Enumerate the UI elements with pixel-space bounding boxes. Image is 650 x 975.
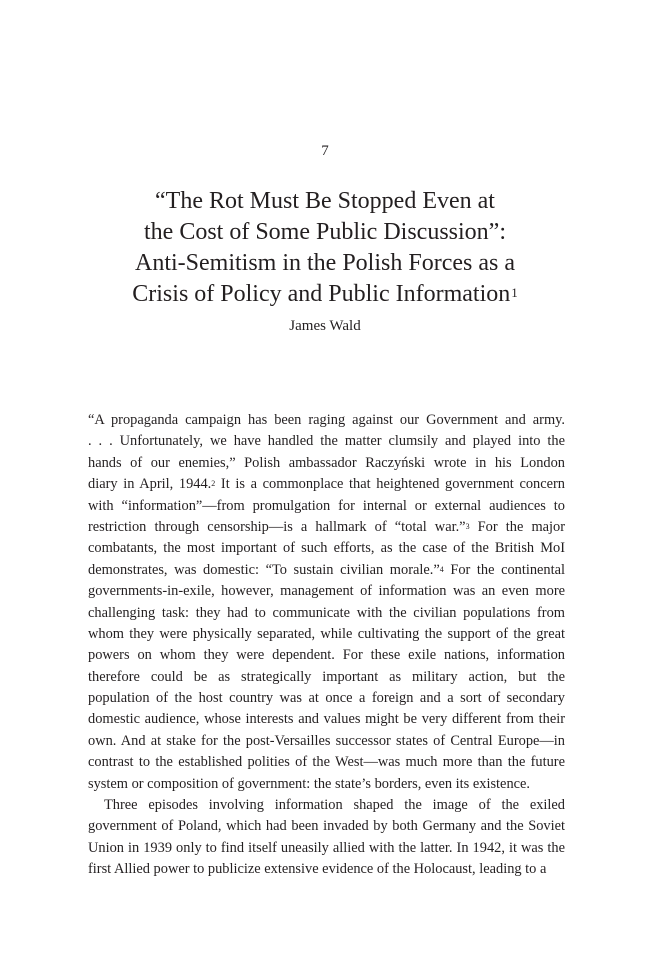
text-line-content: Three episodes involving information shaped the image of the exiled	[104, 797, 565, 814]
text-line	[88, 731, 565, 752]
text-line-content: hands of our enemies,” Polish ambassador Raczyński wrote in his London	[88, 454, 565, 471]
text-line-content: demonstrates, was domestic: “To sustain civilian morale.”	[88, 561, 440, 578]
text-line	[88, 774, 565, 795]
chapter-title-line: “The Rot Must Be Stopped Even at	[155, 188, 495, 214]
text-line	[88, 410, 565, 431]
footnote-marker: 4	[439, 564, 444, 574]
chapter-title-line: Anti-Semitism in the Polish Forces as a	[135, 250, 515, 276]
text-line-content: first Allied power to publicize extensive evidence of the Holocaust, leading to a	[88, 861, 547, 878]
text-line	[88, 645, 565, 666]
text-line	[88, 538, 565, 559]
text-line-content: challenging task: they had to communicate with the civilian populations from	[88, 604, 565, 621]
text-line-content: For the continental	[443, 561, 565, 578]
body-text	[88, 410, 565, 881]
chapter-number: 7	[321, 143, 329, 159]
text-line	[88, 709, 565, 730]
paragraph-2	[88, 795, 565, 881]
text-line-content: system or composition of government: the state’s borders, even its existence.	[88, 775, 531, 792]
chapter-title	[60, 186, 590, 310]
text-line-content: own. And at stake for the post-Versailles successor states of Central Europe—in	[88, 732, 565, 749]
text-line	[88, 624, 565, 645]
text-line	[88, 474, 565, 495]
text-line	[88, 453, 565, 474]
text-line-content: with “information”—from promulgation for internal or external audiences to	[88, 497, 565, 514]
chapter-title-line	[60, 279, 590, 310]
text-line-content: population of the host country was at once a foreign and a sort of secondary	[88, 690, 565, 707]
text-line	[88, 752, 565, 773]
text-line	[88, 581, 565, 602]
text-line-content: domestic audience, whose interests and values might be very different from their	[88, 711, 565, 728]
title-footnote-marker: 1	[511, 285, 518, 300]
text-line	[88, 688, 565, 709]
text-line-content: Union in 1939 only to find itself uneasily allied with the latter. In 1942, it was the	[88, 839, 565, 856]
footnote-marker: 2	[211, 479, 216, 489]
chapter-title-line: the Cost of Some Public Discussion”:	[144, 219, 506, 245]
text-line	[88, 560, 565, 581]
text-line-content: For the major	[469, 518, 566, 535]
text-line	[88, 603, 565, 624]
text-line-content: combatants, the most important of such efforts, as the case of the British MoI	[88, 540, 565, 557]
text-line-content: government of Poland, which had been invaded by both Germany and the Soviet	[88, 818, 565, 835]
paragraph-1	[88, 410, 565, 795]
text-line-content: contrast to the established polities of the West—was much more than the future	[88, 754, 565, 771]
chapter-title-line-text: Crisis of Policy and Public Information	[132, 281, 511, 307]
text-line-content: restriction through censorship—is a hallmark of “total war.”	[88, 518, 466, 535]
text-line	[88, 838, 565, 859]
text-line-content: whom they were physically separated, while cultivating the support of the great	[88, 625, 565, 642]
text-line	[88, 795, 565, 816]
text-line	[88, 517, 565, 538]
text-line-content: “A propaganda campaign has been raging against our Government and army.	[88, 412, 565, 428]
text-line	[88, 431, 565, 452]
text-line-content: powers on whom they were dependent. For these exile nations, information	[88, 647, 565, 664]
text-line	[88, 496, 565, 517]
author-name: James Wald	[289, 318, 361, 334]
footnote-marker: 3	[465, 521, 470, 531]
text-line	[88, 859, 565, 880]
text-line-content: It is a commonplace that heightened government concern	[215, 476, 565, 493]
text-line	[88, 816, 565, 837]
text-line-content: governments-in-exile, however, management of information was an even more	[88, 583, 565, 600]
text-line	[88, 667, 565, 688]
text-line-content: . . . Unfortunately, we have handled the matter clumsily and played into the	[88, 433, 565, 450]
text-line-content: diary in April, 1944.	[88, 476, 212, 493]
text-line-content: therefore could be as strategically important as military action, but the	[88, 668, 565, 685]
